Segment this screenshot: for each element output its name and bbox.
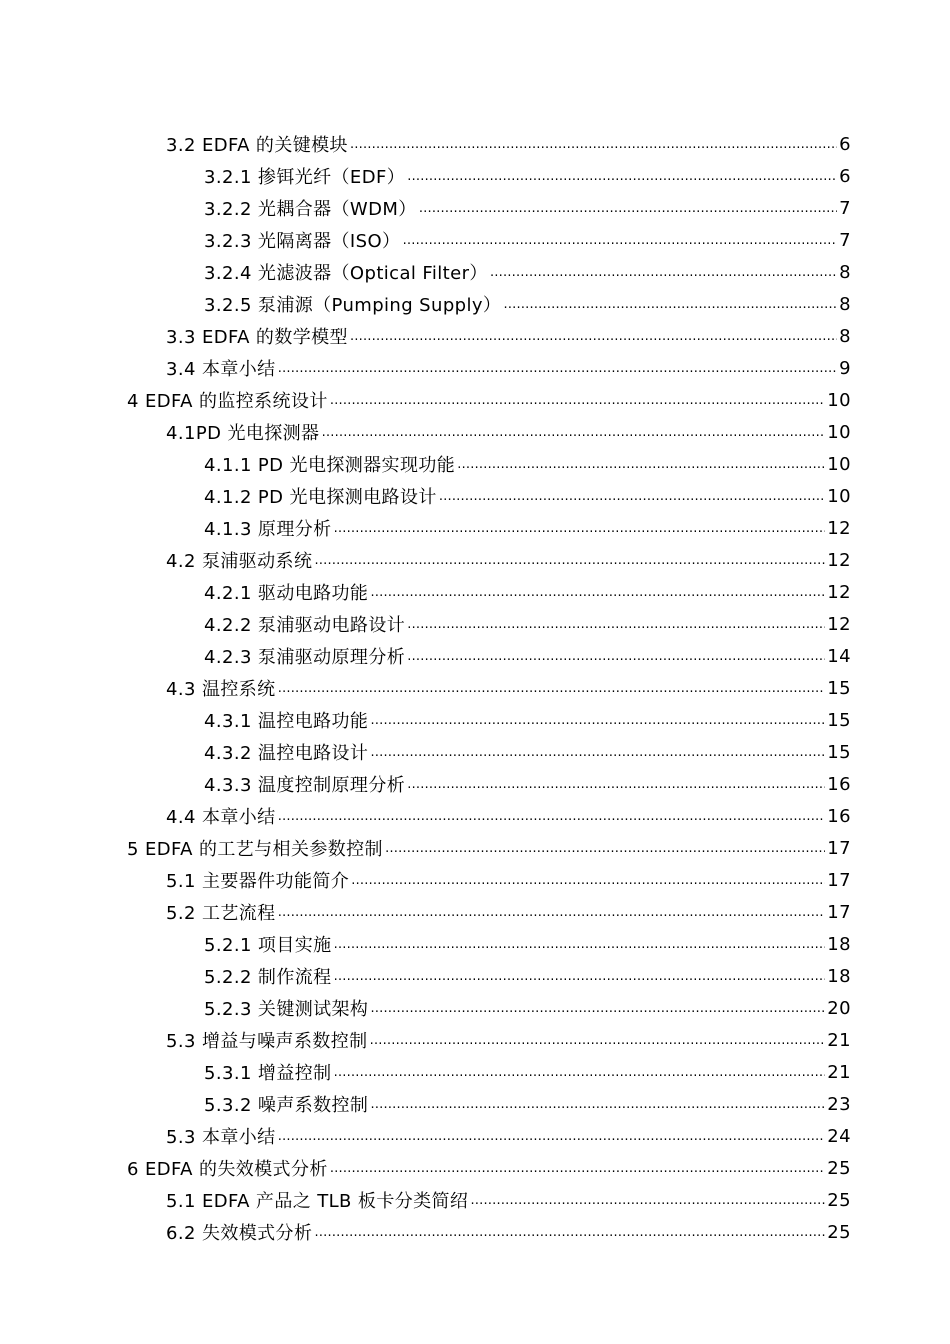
toc-entry-title: 3.2.5 泵浦源（Pumping Supply） bbox=[204, 295, 502, 316]
toc-entry[interactable] bbox=[0, 960, 950, 992]
toc-dot-leader bbox=[407, 649, 825, 664]
toc-entry[interactable] bbox=[0, 1152, 950, 1184]
toc-entry-page-number: 21 bbox=[827, 1029, 851, 1051]
toc-entry[interactable] bbox=[0, 896, 950, 928]
toc-entry-page-number: 12 bbox=[827, 549, 851, 571]
toc-dot-leader bbox=[314, 1225, 825, 1240]
toc-entry[interactable] bbox=[0, 832, 950, 864]
toc-entry-title: 3.2.4 光滤波器（Optical Filter） bbox=[204, 263, 488, 284]
toc-entry-page-number: 6 bbox=[839, 165, 851, 187]
toc-entry-title: 4.1.3 原理分析 bbox=[204, 519, 332, 540]
toc-entry-page-number: 23 bbox=[827, 1093, 851, 1115]
toc-dot-leader bbox=[334, 969, 826, 984]
toc-entry[interactable] bbox=[0, 672, 950, 704]
toc-dot-leader bbox=[278, 361, 838, 376]
toc-entry[interactable] bbox=[0, 1120, 950, 1152]
toc-entry[interactable] bbox=[0, 416, 950, 448]
toc-dot-leader bbox=[457, 457, 825, 472]
toc-dot-leader bbox=[407, 617, 825, 632]
toc-entry[interactable] bbox=[0, 224, 950, 256]
toc-entry-page-number: 25 bbox=[827, 1221, 851, 1243]
toc-entry-title: 3.3 EDFA 的数学模型 bbox=[166, 327, 348, 348]
toc-entry-page-number: 17 bbox=[827, 869, 851, 891]
toc-dot-leader bbox=[419, 201, 837, 216]
toc-dot-leader bbox=[330, 393, 826, 408]
toc-dot-leader bbox=[407, 777, 825, 792]
toc-entry-title: 5.1 EDFA 产品之 TLB 板卡分类简绍 bbox=[166, 1191, 469, 1212]
toc-entry-title: 3.2.2 光耦合器（WDM） bbox=[204, 199, 417, 220]
toc-entry-page-number: 16 bbox=[827, 805, 851, 827]
toc-entry[interactable] bbox=[0, 1216, 950, 1248]
toc-entry-title: 6.2 失效模式分析 bbox=[166, 1223, 313, 1244]
toc-dot-leader bbox=[278, 1129, 826, 1144]
toc-entry-title: 4.2 泵浦驱动系统 bbox=[166, 551, 313, 572]
toc-entry-page-number: 8 bbox=[839, 325, 851, 347]
toc-entry-title: 4.3.2 温控电路设计 bbox=[204, 743, 369, 764]
toc-entry[interactable] bbox=[0, 928, 950, 960]
toc-entry[interactable] bbox=[0, 1024, 950, 1056]
toc-entry-title: 4.1PD 光电探测器 bbox=[166, 423, 320, 444]
toc-entry[interactable] bbox=[0, 992, 950, 1024]
toc-dot-leader bbox=[370, 745, 825, 760]
toc-entry-title: 6 EDFA 的失效模式分析 bbox=[127, 1159, 328, 1180]
toc-entry[interactable] bbox=[0, 192, 950, 224]
toc-entry[interactable] bbox=[0, 736, 950, 768]
toc-entry-title: 4.3.3 温度控制原理分析 bbox=[204, 775, 406, 796]
toc-dot-leader bbox=[321, 425, 825, 440]
toc-dot-leader bbox=[407, 169, 837, 184]
toc-dot-leader bbox=[439, 489, 826, 504]
toc-entry[interactable] bbox=[0, 160, 950, 192]
toc-entry-page-number: 24 bbox=[827, 1125, 851, 1147]
toc-dot-leader bbox=[334, 937, 826, 952]
toc-dot-leader bbox=[490, 265, 837, 280]
toc-entry[interactable] bbox=[0, 256, 950, 288]
toc-entry-title: 5.3.1 增益控制 bbox=[204, 1063, 332, 1084]
toc-entry[interactable] bbox=[0, 448, 950, 480]
toc-entry[interactable] bbox=[0, 576, 950, 608]
toc-entry-page-number: 10 bbox=[827, 389, 851, 411]
toc-entry[interactable] bbox=[0, 352, 950, 384]
toc-entry-title: 3.2.1 掺铒光纤（EDF） bbox=[204, 167, 406, 188]
toc-entry[interactable] bbox=[0, 608, 950, 640]
toc-dot-leader bbox=[351, 873, 825, 888]
toc-entry[interactable] bbox=[0, 128, 950, 160]
toc-entry-title: 5.1 主要器件功能简介 bbox=[166, 871, 350, 892]
toc-entry-page-number: 14 bbox=[827, 645, 851, 667]
toc-entry-page-number: 8 bbox=[839, 261, 851, 283]
toc-entry-page-number: 18 bbox=[827, 933, 851, 955]
toc-dot-leader bbox=[334, 521, 826, 536]
toc-entry-page-number: 15 bbox=[827, 709, 851, 731]
toc-dot-leader bbox=[370, 1001, 825, 1016]
toc-entry[interactable] bbox=[0, 768, 950, 800]
toc-entry[interactable] bbox=[0, 704, 950, 736]
toc-entry[interactable] bbox=[0, 1088, 950, 1120]
toc-dot-leader bbox=[370, 585, 825, 600]
toc-entry-page-number: 18 bbox=[827, 965, 851, 987]
toc-entry-title: 4.2.2 泵浦驱动电路设计 bbox=[204, 615, 406, 636]
toc-entry-title: 5 EDFA 的工艺与相关参数控制 bbox=[127, 839, 383, 860]
toc-entry[interactable] bbox=[0, 800, 950, 832]
toc-dot-leader bbox=[503, 297, 837, 312]
toc-entry-title: 4.2.3 泵浦驱动原理分析 bbox=[204, 647, 406, 668]
toc-entry-page-number: 25 bbox=[827, 1157, 851, 1179]
toc-entry-title: 4.4 本章小结 bbox=[166, 807, 276, 828]
toc-entry-title: 3.4 本章小结 bbox=[166, 359, 276, 380]
toc-entry-page-number: 20 bbox=[827, 997, 851, 1019]
toc-dot-leader bbox=[370, 713, 825, 728]
toc-entry-title: 5.3 增益与噪声系数控制 bbox=[166, 1031, 368, 1052]
toc-entry-page-number: 12 bbox=[827, 613, 851, 635]
toc-dot-leader bbox=[370, 1097, 825, 1112]
toc-entry-page-number: 10 bbox=[827, 453, 851, 475]
table-of-contents bbox=[0, 128, 950, 1248]
toc-entry-title: 5.2.2 制作流程 bbox=[204, 967, 332, 988]
toc-entry-title: 5.3.2 噪声系数控制 bbox=[204, 1095, 369, 1116]
toc-dot-leader bbox=[314, 553, 825, 568]
toc-entry-page-number: 17 bbox=[827, 837, 851, 859]
toc-entry-page-number: 15 bbox=[827, 741, 851, 763]
toc-entry-title: 4.1.2 PD 光电探测电路设计 bbox=[204, 487, 437, 508]
toc-entry-page-number: 21 bbox=[827, 1061, 851, 1083]
toc-entry[interactable] bbox=[0, 544, 950, 576]
toc-dot-leader bbox=[385, 841, 825, 856]
toc-entry[interactable] bbox=[0, 864, 950, 896]
toc-entry[interactable] bbox=[0, 384, 950, 416]
toc-dot-leader bbox=[402, 233, 837, 248]
toc-entry[interactable] bbox=[0, 320, 950, 352]
toc-dot-leader bbox=[350, 329, 837, 344]
toc-entry[interactable] bbox=[0, 480, 950, 512]
toc-dot-leader bbox=[470, 1193, 825, 1208]
toc-dot-leader bbox=[330, 1161, 826, 1176]
toc-dot-leader bbox=[278, 905, 826, 920]
toc-entry-title: 4.2.1 驱动电路功能 bbox=[204, 583, 369, 604]
toc-entry-page-number: 25 bbox=[827, 1189, 851, 1211]
toc-entry-page-number: 7 bbox=[839, 229, 851, 251]
toc-entry-title: 4 EDFA 的监控系统设计 bbox=[127, 391, 328, 412]
toc-entry-title: 5.2.1 项目实施 bbox=[204, 935, 332, 956]
toc-entry-title: 5.2 工艺流程 bbox=[166, 903, 276, 924]
toc-entry-page-number: 7 bbox=[839, 197, 851, 219]
toc-entry-page-number: 6 bbox=[839, 133, 851, 155]
toc-entry-title: 3.2.3 光隔离器（ISO） bbox=[204, 231, 401, 252]
toc-entry[interactable] bbox=[0, 640, 950, 672]
toc-entry[interactable] bbox=[0, 1184, 950, 1216]
toc-entry-page-number: 10 bbox=[827, 485, 851, 507]
toc-entry-title: 4.3 温控系统 bbox=[166, 679, 276, 700]
toc-entry-page-number: 15 bbox=[827, 677, 851, 699]
toc-entry-title: 5.3 本章小结 bbox=[166, 1127, 276, 1148]
toc-entry-page-number: 9 bbox=[839, 357, 851, 379]
toc-entry[interactable] bbox=[0, 1056, 950, 1088]
toc-entry-page-number: 12 bbox=[827, 581, 851, 603]
toc-entry[interactable] bbox=[0, 512, 950, 544]
toc-entry-page-number: 8 bbox=[839, 293, 851, 315]
toc-dot-leader bbox=[278, 809, 826, 824]
toc-entry-title: 3.2 EDFA 的关键模块 bbox=[166, 135, 348, 156]
toc-dot-leader bbox=[370, 1033, 826, 1048]
toc-entry-page-number: 12 bbox=[827, 517, 851, 539]
toc-dot-leader bbox=[350, 137, 837, 152]
toc-entry-title: 4.1.1 PD 光电探测器实现功能 bbox=[204, 455, 456, 476]
toc-entry-page-number: 17 bbox=[827, 901, 851, 923]
toc-entry[interactable] bbox=[0, 288, 950, 320]
toc-entry-title: 4.3.1 温控电路功能 bbox=[204, 711, 369, 732]
toc-entry-title: 5.2.3 关键测试架构 bbox=[204, 999, 369, 1020]
toc-dot-leader bbox=[278, 681, 826, 696]
toc-entry-page-number: 10 bbox=[827, 421, 851, 443]
toc-dot-leader bbox=[334, 1065, 826, 1080]
toc-entry-page-number: 16 bbox=[827, 773, 851, 795]
